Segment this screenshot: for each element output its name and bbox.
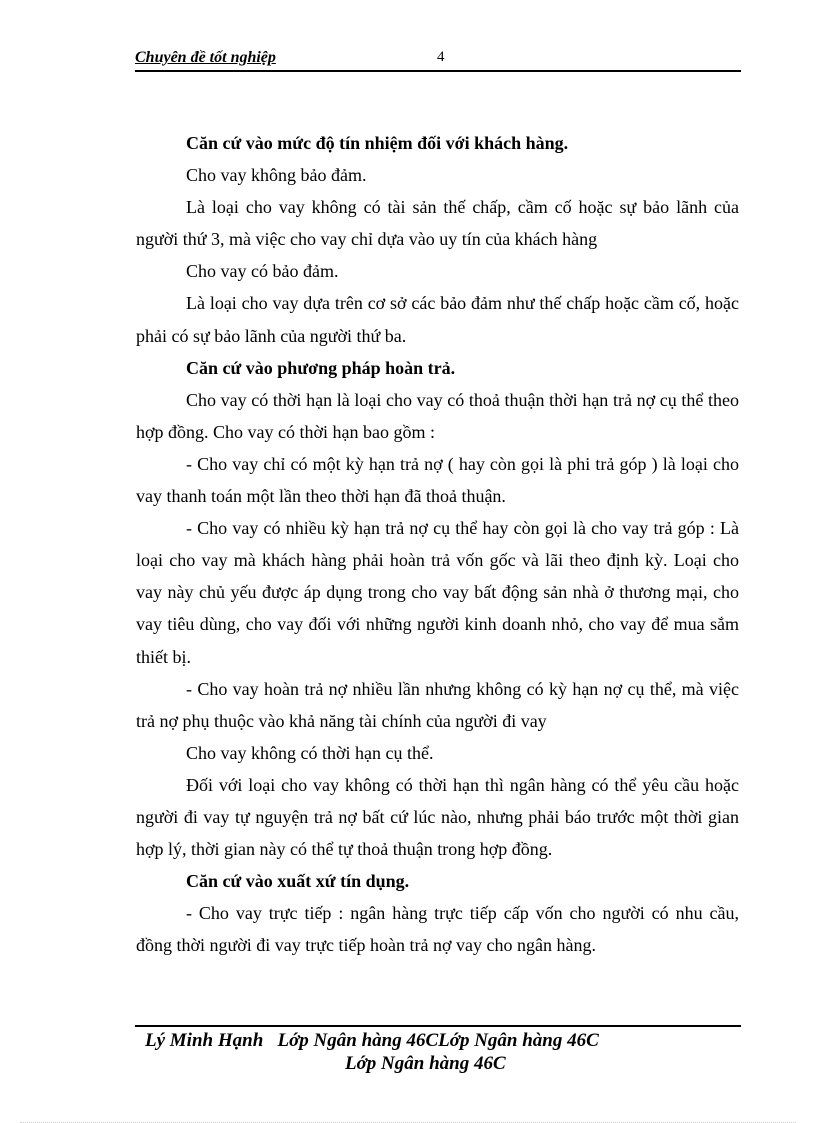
paragraph: Cho vay có thời hạn là loại cho vay có thoả thuận thời hạn trả nợ cụ thể theo hợp đồng. Cho vay có thời hạn bao gồm :: [136, 389, 739, 442]
paragraph: Cho vay không bảo đảm.: [186, 165, 367, 186]
paragraph: Là loại cho vay dựa trên cơ sở các bảo đảm như thế chấp hoặc cầm cố, hoặc phải có sự bảo lãnh của người thứ ba.: [136, 293, 739, 346]
paragraph: - Cho vay hoàn trả nợ nhiều lần nhưng không có kỳ hạn nợ cụ thể, mà việc trả nợ phụ thuộc vào khả năng tài chính của người đi vay: [136, 678, 739, 731]
paragraph: - Cho vay có nhiều kỳ hạn trả nợ cụ thể hay còn gọi là cho vay trả góp : Là loại cho vay mà khách hàng phải hoàn trả vốn gốc và lãi theo định kỳ. Loại cho vay này chủ yếu được áp dụng trong cho vay bất động sản nhà ở thương mại, cho vay tiêu dùng, cho vay đối với những người kinh doanh nhỏ, cho vay để mua sắm thiết bị.: [136, 518, 739, 667]
section-heading: Căn cứ vào xuất xứ tín dụng.: [186, 871, 410, 892]
page-number: 4: [437, 49, 445, 65]
footer-divider: [135, 1025, 741, 1027]
paragraph: Là loại cho vay không có tài sản thế chấp, cầm cố hoặc sự bảo lãnh của người thứ 3, mà việc cho vay chỉ dựa vào uy tín của khách hàng: [136, 197, 739, 250]
paragraph: Đối với loại cho vay không có thời hạn thì ngân hàng có thể yêu cầu hoặc người đi vay tự nguyện trả nợ bất cứ lúc nào, nhưng phải báo trước một thời gian hợp lý, thời gian này có thể tự thoả thuận trong hợp đồng.: [136, 774, 739, 860]
document-body: [136, 127, 739, 961]
paragraph: Cho vay có bảo đảm.: [186, 261, 339, 282]
section-heading: Căn cứ vào phương pháp hoàn trả.: [186, 357, 456, 378]
paragraph: - Cho vay trực tiếp : ngân hàng trực tiếp cấp vốn cho người có nhu cầu, đồng thời người đi vay trực tiếp hoàn trả nợ vay cho ngân hàng.: [136, 903, 739, 956]
footer-class-line: Lớp Ngân hàng 46C: [345, 1053, 506, 1074]
page-header: [135, 46, 741, 72]
header-title: Chuyên đề tốt nghiệp: [135, 49, 276, 66]
section-heading: Căn cứ vào mức độ tín nhiệm đối với khách hàng.: [186, 133, 569, 153]
paragraph: - Cho vay chỉ có một kỳ hạn trả nợ ( hay còn gọi là phi trả góp ) là loại cho vay thanh toán một lần theo thời hạn đã thoả thuận.: [136, 453, 739, 507]
paragraph: Cho vay không có thời hạn cụ thể.: [186, 742, 434, 763]
footer-author-line: Lý Minh Hạnh Lớp Ngân hàng 46CLớp Ngân hàng 46C: [145, 1030, 599, 1051]
